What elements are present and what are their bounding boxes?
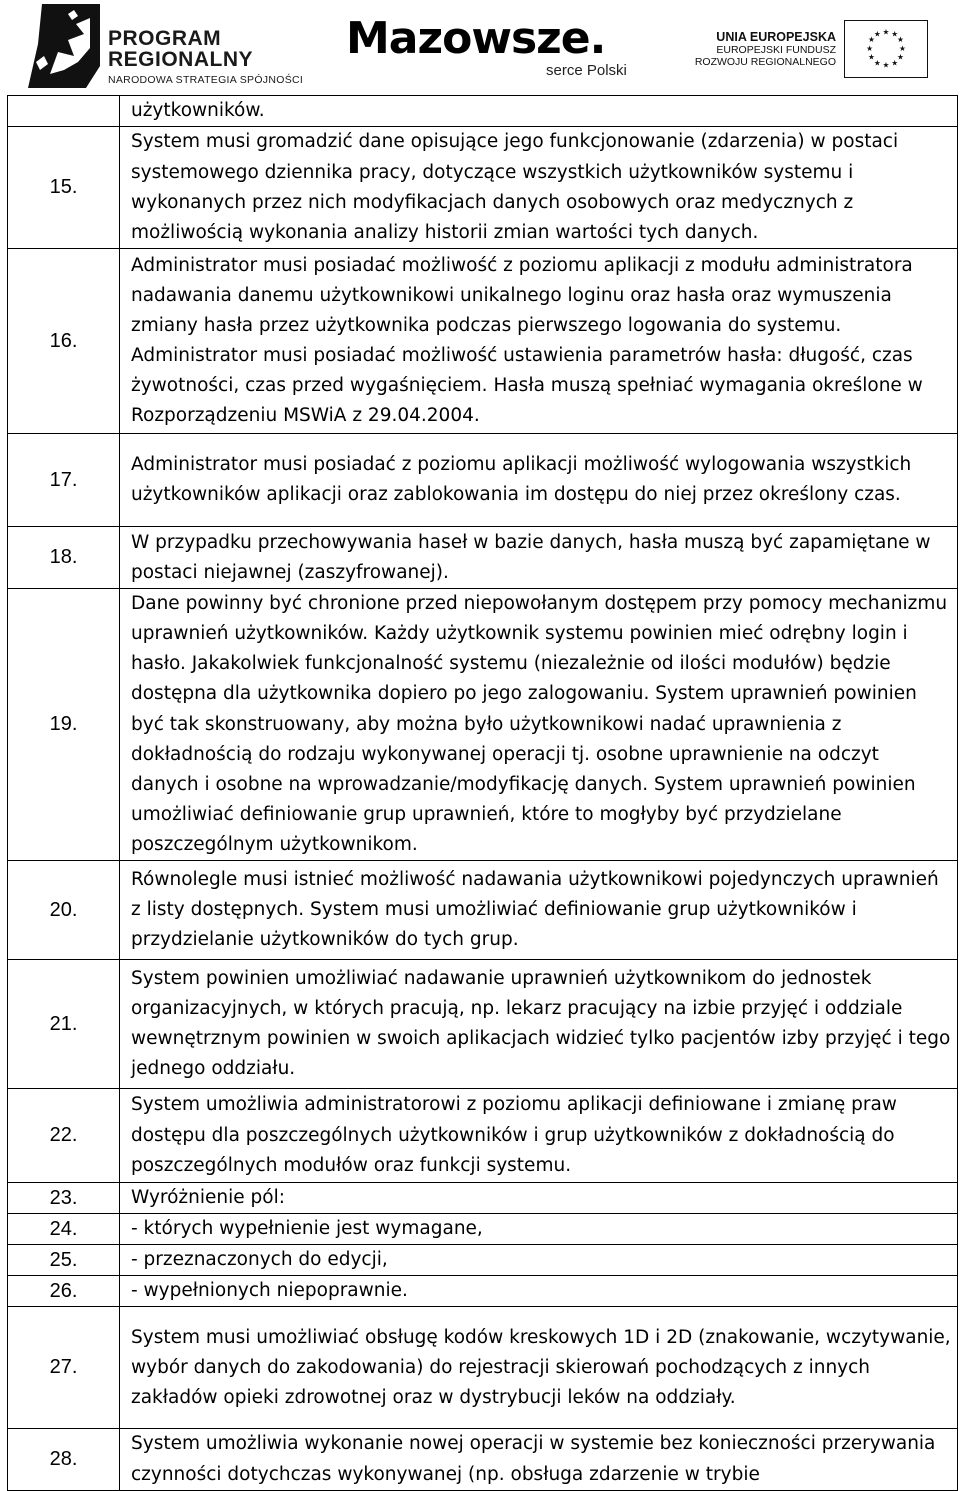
row-text: - których wypełnienie jest wymagane, <box>120 1214 958 1245</box>
svg-text:★: ★ <box>882 27 890 37</box>
svg-text:★: ★ <box>868 35 875 45</box>
row-text: System powinien umożliwiać nadawanie uprawnień użytkownikom do jednostek organizacyjnych, w których pracują, np. lekarz pracujący na izbie przyjęć i oddziale wewnętrznym powinien w swoich aplikacjach widzieć tylko pacjentów izby przyjęć i tego jednego oddziału. <box>120 960 958 1089</box>
table-row <box>8 960 958 1089</box>
svg-text:★: ★ <box>891 29 899 39</box>
table-row <box>8 861 958 960</box>
requirements-table <box>7 95 958 1491</box>
table-row <box>8 1089 958 1183</box>
table-row <box>8 1307 958 1429</box>
program-regionalny-emblem-icon <box>28 4 100 88</box>
program-regionalny-logo <box>28 4 318 88</box>
table-row <box>8 434 958 527</box>
svg-text:★: ★ <box>898 43 906 53</box>
svg-text:★: ★ <box>873 58 881 68</box>
row-text: System musi gromadzić dane opisujące jego funkcjonowanie (zdarzenia) w postaci systemowego dziennika pracy, dotyczące wszystkich użytkowników systemu i wykonanych przez nich modyfikacjach danych osobowych oraz medycznych z możliwością wykonania analizy historii zmian wartości tych danych. <box>120 127 958 249</box>
row-text: System umożliwia administratorowi z poziomu aplikacji definiowane i zmianę praw dostępu dla poszczególnych użytkowników i grup użytkowników z dokładnością do poszczególnych modułów oraz funkcji systemu. <box>120 1089 958 1183</box>
row-text: System musi umożliwiać obsługę kodów kreskowych 1D i 2D (znakowanie, wczytywanie, wybór danych do zakodowania) do rejestracji skierowań pochodzących z innych zakładów opieki zdrowotnej oraz w dystrybucji leków na oddziały. <box>120 1307 958 1429</box>
eu-flag-icon <box>844 20 928 78</box>
mazowsze-subtitle: serce Polski <box>546 62 627 79</box>
row-text: Administrator musi posiadać możliwość z poziomu aplikacji z modułu administratora nadawania danemu użytkownikowi unikalnego loginu oraz hasła oraz wymuszenia zmiany hasła przez użytkownika podczas pierwszego logowania do systemu. Administrator musi posiadać możliwość ustawienia parametrów hasła: długość, czas żywotności, czas przed wygaśnięciem. Hasła muszą spełniać wymagania określone w Rozporządzeniu MSWiA z 29.04.2004. <box>120 249 958 434</box>
svg-text:★: ★ <box>866 43 874 53</box>
row-number: 20. <box>8 861 120 960</box>
table-row <box>8 249 958 434</box>
row-number: 27. <box>8 1307 120 1429</box>
row-number: 22. <box>8 1089 120 1183</box>
table-row <box>8 527 958 589</box>
table-row <box>8 589 958 861</box>
row-number: 21. <box>8 960 120 1089</box>
row-number: 16. <box>8 249 120 434</box>
document-header <box>0 0 960 92</box>
mazowsze-wordmark: Mazowsze. <box>346 13 606 64</box>
svg-text:★: ★ <box>891 58 899 68</box>
row-text: - wypełnionych niepoprawnie. <box>120 1276 958 1307</box>
table-row <box>8 1429 958 1490</box>
row-text: Równolegle musi istnieć możliwość nadawania użytkownikowi pojedynczych uprawnień z listy dostępnych. System musi umożliwiać definiowanie grup użytkowników i przydzielanie użytkowników do tych grup. <box>120 861 958 960</box>
program-regionalny-subtitle: NARODOWA STRATEGIA SPÓJNOŚCI <box>108 74 304 86</box>
row-number: 24. <box>8 1214 120 1245</box>
row-text: Dane powinny być chronione przed niepowołanym dostępem przy pomocy mechanizmu uprawnień użytkowników. Każdy użytkownik systemu powinien mieć odrębny login i hasło. Jakakolwiek funkcjonalność systemu (niezależnie od ilości modułów) będzie dostępna dla użytkownika dopiero po jego zalogowaniu. System uprawnień powinien być tak skonstruowany, aby można było użytkownikowi nadać uprawnienia z dokładnością do rodzaju wykonywanej operacji tj. osobne uprawnienie na odczyt danych i osobne na wprowadzanie/modyfikację danych. System uprawnień powinien umożliwiać definiowanie grup uprawnień, które to mogłyby być przydzielane poszczególnym użytkownikom. <box>120 589 958 861</box>
table-row <box>8 1214 958 1245</box>
row-text: Administrator musi posiadać z poziomu aplikacji możliwość wylogowania wszystkich użytkowników aplikacji oraz zablokowania im dostępu do niej przez określony czas. <box>120 434 958 527</box>
mazowsze-logo <box>346 14 646 84</box>
row-text: System umożliwia wykonanie nowej operacji w systemie bez konieczności przerywania czynności dotychczas wykonywanej (np. obsługa zdarzenie w trybie <box>120 1429 958 1490</box>
row-number: 28. <box>8 1429 120 1490</box>
table-row <box>8 1245 958 1276</box>
row-text: W przypadku przechowywania haseł w bazie danych, hasła muszą być zapamiętane w postaci niejawnej (zaszyfrowanej). <box>120 527 958 589</box>
row-number: 19. <box>8 589 120 861</box>
program-regionalny-title: PROGRAM REGIONALNY <box>108 27 254 71</box>
row-text: Wyróżnienie pól: <box>120 1183 958 1214</box>
svg-text:★: ★ <box>868 52 875 62</box>
table-row <box>8 1183 958 1214</box>
row-number: 23. <box>8 1183 120 1214</box>
row-number: 25. <box>8 1245 120 1276</box>
row-text: użytkowników. <box>120 96 958 127</box>
table-row <box>8 1276 958 1307</box>
table-row <box>8 127 958 249</box>
row-number: 26. <box>8 1276 120 1307</box>
svg-text:★: ★ <box>897 35 904 45</box>
row-text: - przeznaczonych do edycji, <box>120 1245 958 1276</box>
row-number <box>8 96 120 127</box>
row-number: 18. <box>8 527 120 589</box>
svg-text:★: ★ <box>873 29 881 39</box>
table-row <box>8 96 958 127</box>
eu-logo-text: UNIA EUROPEJSKA EUROPEJSKI FUNDUSZ ROZWOJU REGIONALNEGO <box>694 30 836 68</box>
svg-text:★: ★ <box>882 60 890 70</box>
row-number: 17. <box>8 434 120 527</box>
svg-text:★: ★ <box>897 52 904 62</box>
row-number: 15. <box>8 127 120 249</box>
